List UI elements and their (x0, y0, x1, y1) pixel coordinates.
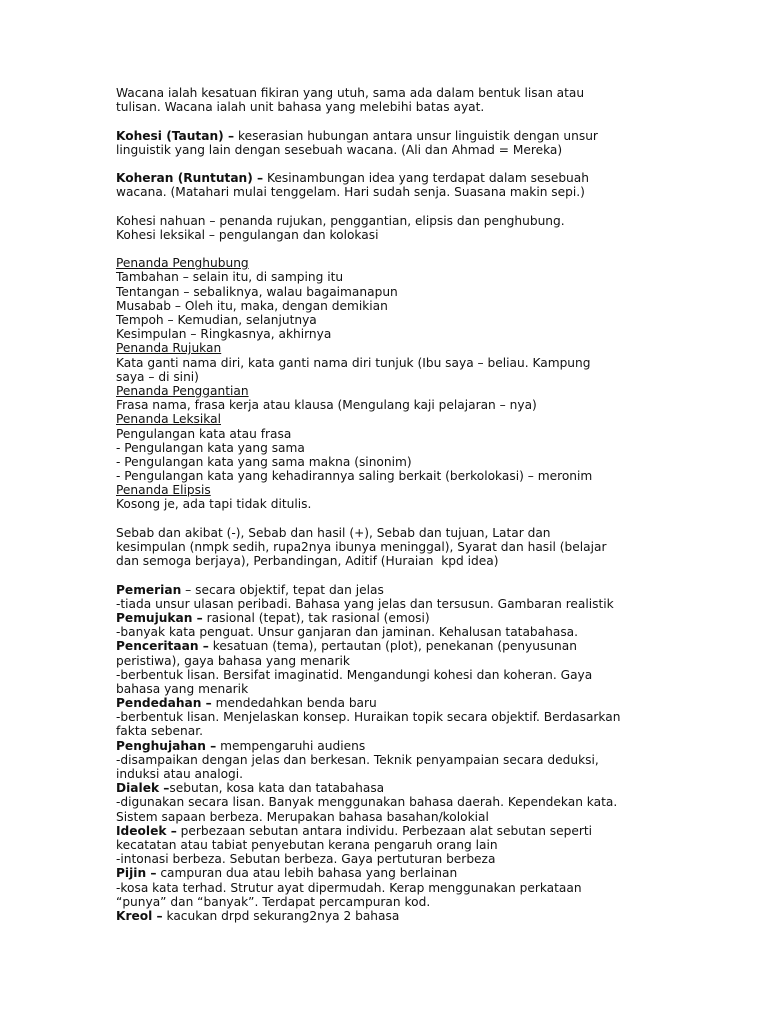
paragraph-line: fakta sebenar. (116, 724, 203, 739)
heading-penanda-penggantian: Penanda Penggantian (116, 383, 249, 398)
term-pendedahan: Pendedahan – (116, 696, 212, 711)
definition-text: kacukan drpd sekurang2nya 2 bahasa (162, 908, 400, 923)
definition-text: perbezaan sebutan antara individu. Perbezaan alat sebutan seperti (176, 823, 593, 838)
definition-text: mendedahkan benda baru (211, 696, 377, 711)
term-koheran: Koheran (Runtutan) – (116, 171, 264, 186)
definition-text: keserasian hubungan antara unsur linguistik dengan unsur (234, 128, 598, 143)
paragraph-line: dan semoga berjaya), Perbandingan, Aditif (Huraian kpd idea) (116, 554, 499, 569)
paragraph-line: tulisan. Wacana ialah unit bahasa yang melebihi batas ayat. (116, 100, 485, 115)
definition-text: kesatuan (tema), pertautan (plot), penekanan (penyusunan (208, 639, 577, 654)
definition-ideolek (116, 824, 656, 838)
paragraph-line: Kosong je, ada tapi tidak ditulis. (116, 497, 312, 512)
term-ideolek: Ideolek – (116, 823, 177, 838)
paragraph-line: saya – di sini) (116, 369, 199, 384)
paragraph-line: induksi atau analogi. (116, 767, 244, 781)
definition-kohesi (116, 129, 656, 143)
definition-kreol (116, 909, 656, 923)
heading-penanda-rujukan: Penanda Rujukan (116, 341, 222, 356)
paragraph-line: Frasa nama, frasa kerja atau klausa (Mengulang kaji pelajaran – nya) (116, 398, 537, 413)
heading-penanda-penghubung: Penanda Penghubung (116, 256, 249, 271)
list-item: Tempoh – Kemudian, selanjutnya (116, 313, 317, 327)
list-item: Tentangan – sebaliknya, walau bagaimanapun (116, 284, 398, 299)
blank-line (116, 157, 656, 171)
paragraph-line: kecatatan atau tabiat penyebutan kerana pengaruh orang lain (116, 837, 498, 852)
definition-text: Kesinambungan idea yang terdapat dalam sesebuah (263, 171, 589, 186)
paragraph-line: bahasa yang menarik (116, 681, 249, 696)
heading-penanda-elipsis: Penanda Elipsis (116, 483, 211, 498)
document-body (116, 86, 656, 923)
blank-line (116, 242, 656, 256)
term-pemujukan: Pemujukan – (116, 610, 203, 625)
definition-text: rasional (tepat), tak rasional (emosi) (202, 610, 430, 625)
paragraph-line: Sebab dan akibat (-), Sebab dan hasil (+), Sebab dan tujuan, Latar dan (116, 525, 551, 540)
list-item: Kesimpulan – Ringkasnya, akhirnya (116, 327, 332, 342)
term-penghujahan: Penghujahan – (116, 738, 217, 753)
definition-penghujahan (116, 739, 656, 753)
definition-pemujukan (116, 611, 656, 625)
list-item: Tambahan – selain itu, di samping itu (116, 270, 344, 285)
heading-penanda-leksikal: Penanda Leksikal (116, 412, 221, 427)
blank-line (116, 200, 656, 214)
paragraph-line: -intonasi berbeza. Sebutan berbeza. Gaya pertuturan berbeza (116, 852, 496, 867)
paragraph-line: Kohesi leksikal – pengulangan dan kolokasi (116, 227, 379, 242)
paragraph-line: Kohesi nahuan – penanda rujukan, penggantian, elipsis dan penghubung. (116, 213, 565, 228)
definition-koheran (116, 171, 656, 185)
term-dialek: Dialek – (116, 781, 170, 796)
definition-pijin (116, 866, 656, 880)
term-penceritaan: Penceritaan – (116, 639, 209, 654)
paragraph-line: Sistem sapaan berbeza. Merupakan bahasa basahan/kolokial (116, 809, 489, 824)
term-kreol: Kreol – (116, 908, 163, 923)
list-item: - Pengulangan kata yang sama (116, 440, 305, 455)
list-item: Musabab – Oleh itu, maka, dengan demikian (116, 298, 388, 313)
definition-dialek (116, 781, 656, 795)
paragraph-line: -kosa kata terhad. Strutur ayat dipermudah. Kerap menggunakan perkataan (116, 880, 582, 895)
definition-pendedahan (116, 696, 656, 710)
paragraph-line: -berbentuk lisan. Bersifat imaginatid. Mengandungi kohesi dan koheran. Gaya (116, 667, 593, 682)
definition-text: – secara objektif, tepat dan jelas (181, 582, 384, 597)
definition-pemerian (116, 583, 656, 597)
blank-line (116, 114, 656, 128)
definition-text: sebutan, kosa kata dan tatabahasa (169, 781, 385, 796)
term-pemerian: Pemerian (116, 582, 182, 597)
paragraph-line: -digunakan secara lisan. Banyak menggunakan bahasa daerah. Kependekan kata. (116, 795, 618, 810)
list-item: - Pengulangan kata yang sama makna (sinonim) (116, 454, 412, 469)
paragraph-line: wacana. (Matahari mulai tenggelam. Hari sudah senja. Suasana makin sepi.) (116, 185, 585, 200)
blank-line (116, 568, 656, 582)
blank-line (116, 512, 656, 526)
definition-penceritaan (116, 639, 656, 653)
term-pijin: Pijin – (116, 866, 157, 881)
paragraph-line: linguistik yang lain dengan sesebuah wacana. (Ali dan Ahmad = Mereka) (116, 142, 563, 157)
definition-text: mempengaruhi audiens (216, 738, 366, 753)
paragraph-line: -banyak kata penguat. Unsur ganjaran dan jaminan. Kehalusan tatabahasa. (116, 625, 579, 640)
paragraph-line: Wacana ialah kesatuan fikiran yang utuh, sama ada dalam bentuk lisan atau (116, 86, 585, 100)
paragraph-line: -disampaikan dengan jelas dan berkesan. Teknik penyampaian secara deduksi, (116, 752, 599, 767)
paragraph-line: peristiwa), gaya bahasa yang menarik (116, 653, 350, 668)
list-item: Pengulangan kata atau frasa (116, 426, 292, 441)
definition-text: campuran dua atau lebih bahasa yang berlainan (156, 866, 458, 881)
paragraph-line: -tiada unsur ulasan peribadi. Bahasa yang jelas dan tersusun. Gambaran realistik (116, 596, 614, 611)
paragraph-line: “punya” dan “banyak”. Terdapat percampuran kod. (116, 894, 431, 909)
list-item: - Pengulangan kata yang kehadirannya saling berkait (berkolokasi) – meronim (116, 469, 593, 484)
paragraph-line: -berbentuk lisan. Menjelaskan konsep. Huraikan topik secara objektif. Berdasarkan (116, 710, 621, 725)
paragraph-line: kesimpulan (nmpk sedih, rupa2nya ibunya meninggal), Syarat dan hasil (belajar (116, 540, 607, 554)
paragraph-line: Kata ganti nama diri, kata ganti nama diri tunjuk (Ibu saya – beliau. Kampung (116, 355, 591, 370)
term-kohesi: Kohesi (Tautan) – (116, 128, 235, 143)
